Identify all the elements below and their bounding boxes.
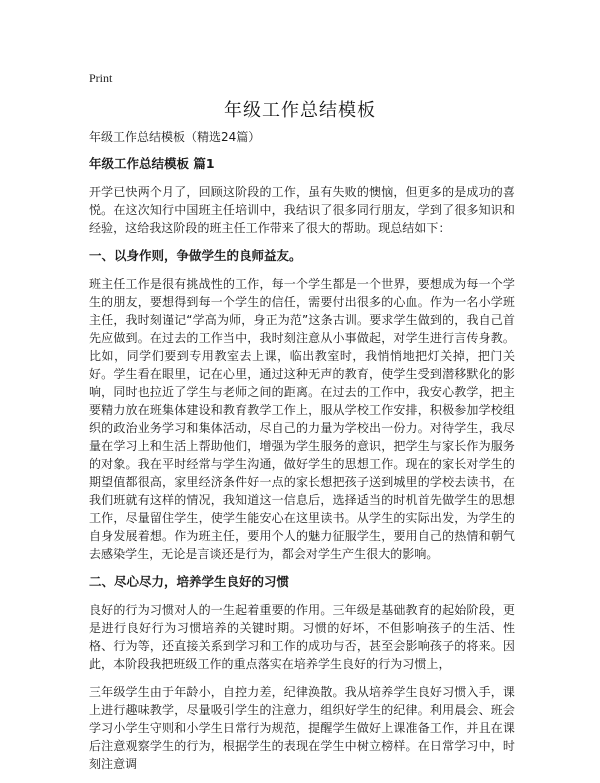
document-body: [89, 128, 515, 783]
paragraph-intro: 开学已快两个月了，回顾这阶段的工作，虽有失败的懊恼，但更多的是成功的喜悦。在这次知行中国班主任培训中，我结识了很多同行朋友，学到了很多知识和经验，这给我这阶段的班主任工作带来了很大的帮助。现总结如下：: [89, 185, 515, 235]
paragraph-section-2a: 良好的行为习惯对人的一生起着重要的作用。三年级是基础教育的起始阶段，更是进行良好行为习惯培养的关键时期。习惯的好坏，不但影响孩子的生活、性格、行为等，还直接关系到学习和工作的成功与否，甚至会影响孩子的将来。因此，本阶段我把班级工作的重点落实在培养学生良好的行为习惯上，: [89, 603, 515, 671]
article-heading: 年级工作总结模板 篇1: [89, 156, 215, 171]
paragraph-section-2b: 三年级学生由于年龄小，自控力差，纪律涣散。我从培养学生良好习惯入手，课上进行趣味教学，尽量吸引学生的注意力，组织好学生的纪律。利用晨会、班会学习小学生守则和小学生日常行为规范，提醒学生做好上课准备工作，并且在课后注意观察学生的行为，根据学生的表现在学生中树立榜样。在日常学习中，时刻注意调: [89, 685, 515, 771]
section-heading-1: 一、以身作则，争做学生的良师益友。: [89, 248, 302, 263]
page-title: 年级工作总结模板: [224, 100, 376, 121]
paragraph-section-1: 班主任工作是很有挑战性的工作，每一个学生都是一个世界，要想成为每一个学生的朋友，要想得到每一个学生的信任，需要付出很多的心血。作为一名小学班主任，我时刻谨记“学高为师，身正为范”这条古训。要求学生做到的，我自己首先应做到。在过去的工作当中，我时刻注意从小事做起，对学生进行言传身教。比如，同学们要到专用教室去上课，临出教室时，我悄悄地把灯关掉，把门关好。学生看在眼里，记在心里，通过这种无声的教育，使学生受到潜移默化的影响，同时也拉近了学生与老师之间的距离。在过去的工作中，我安心教学，把主要精力放在班集体建设和教育教学工作上，服从学校工作安排，积极参加学校组织的政治业务学习和集体活动，尽自己的力量为学校出一份力。对待学生，我尽量在学习上和生活上帮助他们，增强为学生服务的意识，把学生与家长作为服务的对象。我在平时经常与学生沟通，做好学生的思想工作。现在的家长对学生的期望值都很高，家里经济条件好一点的家长想把孩子送到城里的学校去读书，在我们班就有这样的情况，我知道这一信息后，选择适当的时机首先做学生的思想工作，尽量留住学生，使学生能安心在这里读书。从学生的实际出发，为学生的自身发展着想。作为班主任，要用个人的魅力征服学生，要用自己的热情和朝气去感染学生，无论是言谈还是行为，都会对学生产生很大的影响。: [89, 277, 515, 561]
document-subtitle: 年级工作总结模板（精选24篇）: [89, 130, 261, 144]
print-link[interactable]: Print: [89, 71, 113, 85]
section-heading-2: 二、尽心尽力，培养学生良好的习惯: [89, 574, 290, 589]
